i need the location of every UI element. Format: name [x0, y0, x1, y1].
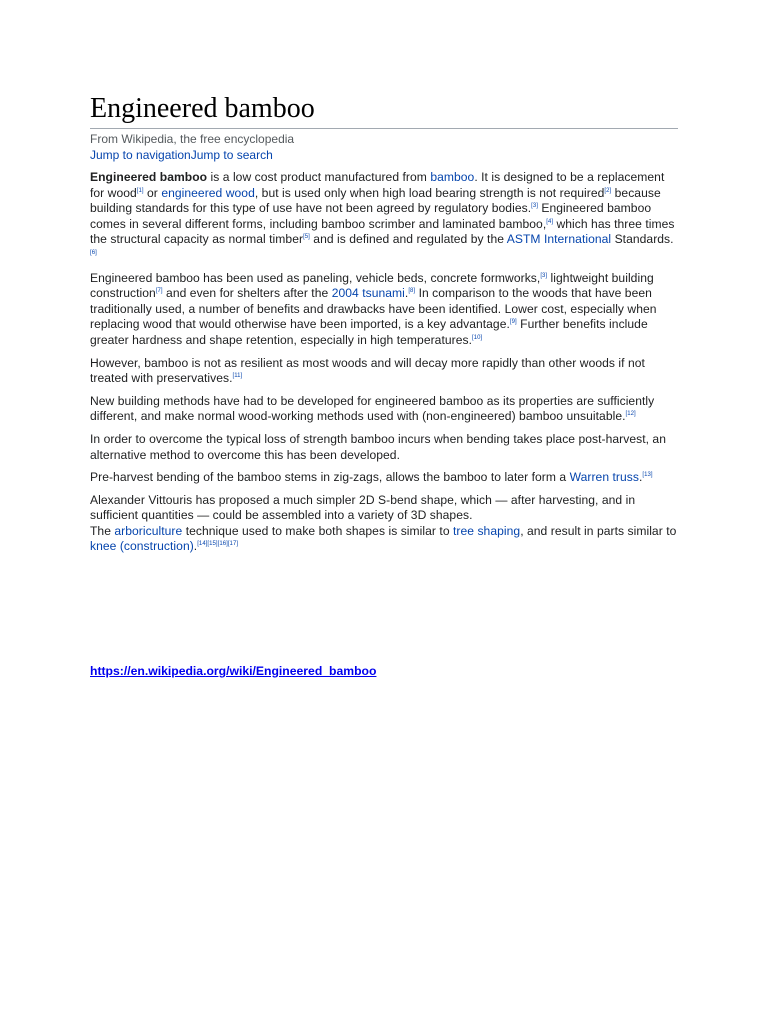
citation-6[interactable]: [6]	[90, 249, 97, 256]
text: The	[90, 523, 115, 538]
source-url-link[interactable]: https://en.wikipedia.org/wiki/Engineered_bamboo	[90, 664, 377, 678]
citation-1[interactable]: [1]	[136, 187, 144, 194]
tagline: From Wikipedia, the free encyclopedia	[90, 132, 295, 146]
paragraph-5	[90, 432, 678, 463]
jump-to-navigation-link[interactable]: Jump to navigation	[90, 148, 191, 162]
citation-10[interactable]: [10]	[472, 334, 483, 341]
paragraph-2	[90, 271, 678, 349]
citation-12[interactable]: [12]	[625, 411, 636, 418]
paragraph-3	[90, 356, 678, 387]
text: .	[404, 286, 409, 301]
text: lightweight building construction	[90, 270, 654, 301]
text: , but is used only when high load bearing strength is not required	[254, 185, 605, 200]
citation-4[interactable]: [4]	[546, 218, 554, 225]
citation-5[interactable]: [5]	[303, 234, 310, 241]
citation-9[interactable]: [9]	[509, 319, 517, 326]
text: Further benefits include greater hardness and shape retention, especially in high temperatures.	[90, 317, 648, 347]
link-warren-truss[interactable]: Warren truss	[569, 470, 639, 485]
article-subject: Engineered bamboo	[90, 170, 208, 184]
text: New building methods have had to be developed for engineered bamboo as its properties are sufficiently different, and make normal wood-working methods used with (non-engineered) bamboo unsuitable.	[90, 393, 655, 424]
paragraph-7	[90, 493, 678, 555]
page-title: Engineered bamboo	[90, 92, 678, 129]
citation-8[interactable]: [8]	[408, 288, 416, 295]
text: is a low cost product manufactured from	[207, 170, 431, 184]
text: Engineered bamboo comes in several different forms, including bamboo scrimber and laminated bamboo,	[90, 201, 652, 231]
text: and even for shelters after the	[162, 286, 332, 301]
jump-links	[90, 147, 678, 163]
text: .	[638, 470, 643, 485]
citation-7[interactable]: [7]	[155, 288, 163, 295]
text: , and result in parts similar to	[520, 523, 677, 538]
text: and is defined and regulated by the	[309, 232, 507, 247]
paragraph-6	[90, 470, 678, 486]
text: In order to overcome the typical loss of strength bamboo incurs when bending takes place post-harvest, an alternative method to overcome this has been developed.	[90, 431, 666, 462]
link-engineered-wood[interactable]: engineered wood	[161, 185, 255, 200]
citation-14-17[interactable]: [14][15][16][17]	[197, 541, 239, 548]
link-astm-international[interactable]: ASTM International	[506, 232, 612, 247]
text: Engineered bamboo has been used as paneling, vehicle beds, concrete formworks,	[90, 270, 541, 285]
citation-3b[interactable]: [3]	[540, 272, 548, 279]
text: In comparison to the woods that have been traditionally used, a number of benefits and drawbacks have been identified. Lower cost, especially when replacing wood that would otherwise have been imported, is a key advantage.	[90, 286, 657, 332]
link-knee-construction[interactable]: knee (construction)	[90, 539, 194, 554]
citation-13[interactable]: [13]	[642, 472, 653, 479]
paragraph-4	[90, 394, 678, 425]
text: However, bamboo is not as resilient as most woods and will decay more rapidly than other woods if not treated with preservatives.	[90, 355, 645, 386]
paragraph-1	[90, 170, 678, 264]
text: .	[193, 539, 198, 554]
citation-3[interactable]: [3]	[531, 203, 538, 210]
text: Alexander Vittouris has proposed a much simpler 2D S-bend shape, which — after harvesting, and in sufficient quantities — could be assembled into a variety of 3D shapes.	[90, 492, 636, 523]
text: because building standards for this type of use have not been agreed by regulatory bodies.	[90, 185, 661, 216]
text: technique used to make both shapes is similar to	[182, 523, 454, 538]
jump-to-search-link[interactable]: Jump to search	[190, 148, 273, 162]
text: . It is designed to be a replacement for wood	[90, 170, 665, 200]
link-arboriculture[interactable]: arboriculture	[114, 523, 183, 538]
text: or	[143, 185, 162, 200]
citation-2[interactable]: [2]	[604, 187, 612, 194]
citation-11[interactable]: [11]	[232, 373, 243, 380]
text: which has three times the structural capacity as normal timber	[90, 216, 675, 247]
article	[90, 92, 678, 555]
text: Standards.	[611, 232, 674, 247]
link-2004-tsunami[interactable]: 2004 tsunami	[331, 286, 405, 301]
link-tree-shaping[interactable]: tree shaping	[453, 523, 521, 538]
link-bamboo[interactable]: bamboo	[430, 170, 475, 184]
text: Pre-harvest bending of the bamboo stems in zig-zags, allows the bamboo to later form a	[90, 470, 570, 485]
